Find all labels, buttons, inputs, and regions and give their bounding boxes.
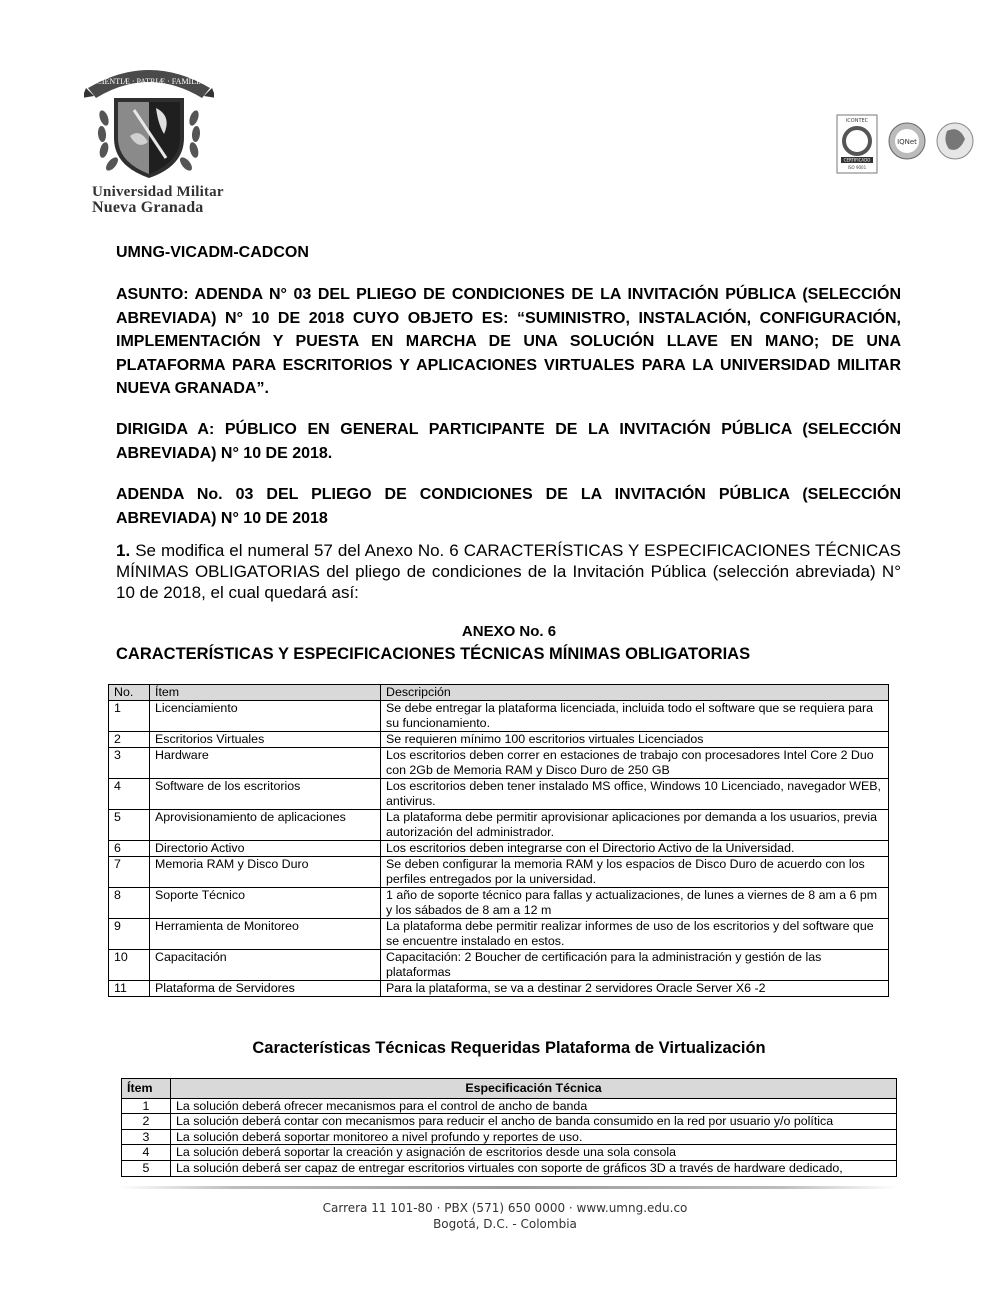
table-row — [109, 841, 889, 857]
cell-description: Para la plataforma, se va a destinar 2 servidores Oracle Server X6 -2 — [381, 981, 889, 997]
cell-item: Capacitación — [150, 950, 381, 981]
cell-number: 6 — [109, 841, 150, 857]
cell-number: 9 — [109, 919, 150, 950]
cell-description: Los escritorios deben correr en estaciones de trabajo con procesadores Intel Core 2 Duo con 2Gb de Memoria RAM y Disco Duro de 250 GB — [381, 748, 889, 779]
university-name-line1: Universidad Militar — [92, 184, 224, 200]
cell-number: 2 — [109, 732, 150, 748]
cell-item: Directorio Activo — [150, 841, 381, 857]
cell-number: 3 — [109, 748, 150, 779]
table-row — [122, 1129, 897, 1145]
cell-number: 4 — [109, 779, 150, 810]
cell-item: Escritorios Virtuales — [150, 732, 381, 748]
table-row — [109, 779, 889, 810]
table-row — [109, 981, 889, 997]
table-row — [109, 748, 889, 779]
table-row — [109, 732, 889, 748]
cell-item: Herramienta de Monitoreo — [150, 919, 381, 950]
table-row — [122, 1160, 897, 1176]
virtualization-spec-table — [121, 1078, 897, 1177]
column-header-number: No. — [109, 685, 150, 701]
item-1-paragraph — [116, 540, 901, 603]
cell-spec: La solución deberá ofrecer mecanismos para el control de ancho de banda — [171, 1098, 897, 1114]
annex-requirements-table — [108, 684, 889, 997]
certification-badges-icon — [835, 113, 980, 175]
cell-number: 10 — [109, 950, 150, 981]
cell-item: 5 — [122, 1160, 171, 1176]
table-row — [109, 810, 889, 841]
cell-item: Hardware — [150, 748, 381, 779]
cell-number: 8 — [109, 888, 150, 919]
table-row — [109, 888, 889, 919]
table-row — [122, 1114, 897, 1130]
logo-motto: SCIENTIÆ · PATRIÆ · FAMILIÆ — [92, 77, 206, 86]
table-row — [122, 1145, 897, 1161]
cell-item: 4 — [122, 1145, 171, 1161]
cell-item: 1 — [122, 1098, 171, 1114]
table-header-row — [122, 1079, 897, 1099]
cell-number: 7 — [109, 857, 150, 888]
cell-spec: La solución deberá soportar monitoreo a nivel profundo y reportes de uso. — [171, 1129, 897, 1145]
svg-text:ISO 9001: ISO 9001 — [847, 165, 867, 170]
certification-logos — [835, 113, 980, 175]
cell-description: Se deben configurar la memoria RAM y los espacios de Disco Duro de acuerdo con los perfiles entregados por la universidad. — [381, 857, 889, 888]
table-row — [122, 1098, 897, 1114]
table-row — [109, 701, 889, 732]
cell-description: Capacitación: 2 Boucher de certificación para la administración y gestión de las plataformas — [381, 950, 889, 981]
cell-description: La plataforma debe permitir realizar informes de uso de los escritorios y del software que se encuentre instalado en estos. — [381, 919, 889, 950]
cell-item: Memoria RAM y Disco Duro — [150, 857, 381, 888]
cell-description: Los escritorios deben integrarse con el Directorio Activo de la Universidad. — [381, 841, 889, 857]
item-1-number: 1. — [116, 541, 131, 560]
cell-spec: La solución deberá ser capaz de entregar escritorios virtuales con soporte de gráficos 3D a través de hardware dedicado, — [171, 1160, 897, 1176]
cell-description: Se debe entregar la plataforma licenciada, incluida todo el software que se requiera para su funcionamiento. — [381, 701, 889, 732]
subject-paragraph: ASUNTO: ADENDA N° 03 DEL PLIEGO DE CONDICIONES DE LA INVITACIÓN PÚBLICA (SELECCIÓN ABREVIADA) N° 10 DE 2018 CUYO OBJETO ES: “SUMINISTRO, INSTALACIÓN, CONFIGURACIÓN, IMPLEMENTACIÓN Y PUESTA EN MARCHA DE UNA SOLUCIÓN LLAVE EN MANO; DE UNA PLATAFORMA PARA ESCRITORIOS Y APLICACIONES VIRTUALES PARA LA UNIVERSIDAD MILITAR NUEVA GRANADA”. — [116, 286, 901, 397]
cell-description: 1 año de soporte técnico para fallas y actualizaciones, de lunes a viernes de 8 am a 6 pm y los sábados de 8 am a 12 m — [381, 888, 889, 919]
cell-item: Software de los escritorios — [150, 779, 381, 810]
item-1-text: Se modifica el numeral 57 del Anexo No. 6 CARACTERÍSTICAS Y ESPECIFICACIONES TÉCNICAS MÍNIMAS OBLIGATORIAS del pliego de condiciones de la Invitación Pública (selección abreviada) N° 10 de 2018, el cual quedará así: — [116, 541, 902, 602]
cell-spec: La solución deberá contar con mecanismos para reducir el ancho de banda consumido en la red por usuario y/o política — [171, 1114, 897, 1130]
column-header-item: Ítem — [150, 685, 381, 701]
annex-title: CARACTERÍSTICAS Y ESPECIFICACIONES TÉCNICAS MÍNIMAS OBLIGATORIAS — [116, 645, 751, 663]
cell-item: 2 — [122, 1114, 171, 1130]
column-header-spec: Especificación Técnica — [171, 1079, 897, 1099]
cell-description: La plataforma debe permitir aprovisionar aplicaciones por demanda a los usuarios, previa autorización del administrador. — [381, 810, 889, 841]
cell-item: Plataforma de Servidores — [150, 981, 381, 997]
cell-number: 1 — [109, 701, 150, 732]
cell-number: 5 — [109, 810, 150, 841]
university-name-line2: Nueva Granada — [92, 199, 204, 216]
virtualization-table-title: Características Técnicas Requeridas Plataforma de Virtualización — [252, 1039, 766, 1057]
footer-address: Carrera 11 101-80 · PBX (571) 650 0000 · www.umng.edu.co — [322, 1201, 688, 1215]
table-row — [109, 857, 889, 888]
footer-divider — [118, 1186, 898, 1189]
table-header-row — [109, 685, 889, 701]
cell-item: 3 — [122, 1129, 171, 1145]
cell-item: Aprovisionamiento de aplicaciones — [150, 810, 381, 841]
column-header-description: Descripción — [381, 685, 889, 701]
addendum-heading: ADENDA No. 03 DEL PLIEGO DE CONDICIONES DE LA INVITACIÓN PÚBLICA (SELECCIÓN ABREVIADA) N° 10 DE 2018 — [116, 486, 901, 527]
svg-text:IQNet: IQNet — [897, 138, 917, 146]
table-row — [109, 950, 889, 981]
svg-text:CERTIFICADO: CERTIFICADO — [843, 157, 871, 163]
annex-number: ANEXO No. 6 — [461, 623, 557, 640]
cell-item: Licenciamiento — [150, 701, 381, 732]
cell-description: Se requieren mínimo 100 escritorios virtuales Licenciados — [381, 732, 889, 748]
cell-spec: La solución deberá soportar la creación y asignación de escritorios desde una sola consola — [171, 1145, 897, 1161]
column-header-item: Ítem — [122, 1079, 171, 1099]
addressee-paragraph: DIRIGIDA A: PÚBLICO EN GENERAL PARTICIPANTE DE LA INVITACIÓN PÚBLICA (SELECCIÓN ABREVIADA) N° 10 DE 2018. — [116, 421, 901, 462]
cell-number: 11 — [109, 981, 150, 997]
svg-text:ICONTEC: ICONTEC — [845, 118, 869, 124]
cell-item: Soporte Técnico — [150, 888, 381, 919]
university-crest-icon — [84, 58, 214, 183]
table-row — [109, 919, 889, 950]
cell-description: Los escritorios deben tener instalado MS office, Windows 10 Licenciado, navegador WEB, antivirus. — [381, 779, 889, 810]
footer-city: Bogotá, D.C. - Colombia — [433, 1217, 577, 1231]
document-reference: UMNG-VICADM-CADCON — [116, 244, 309, 261]
